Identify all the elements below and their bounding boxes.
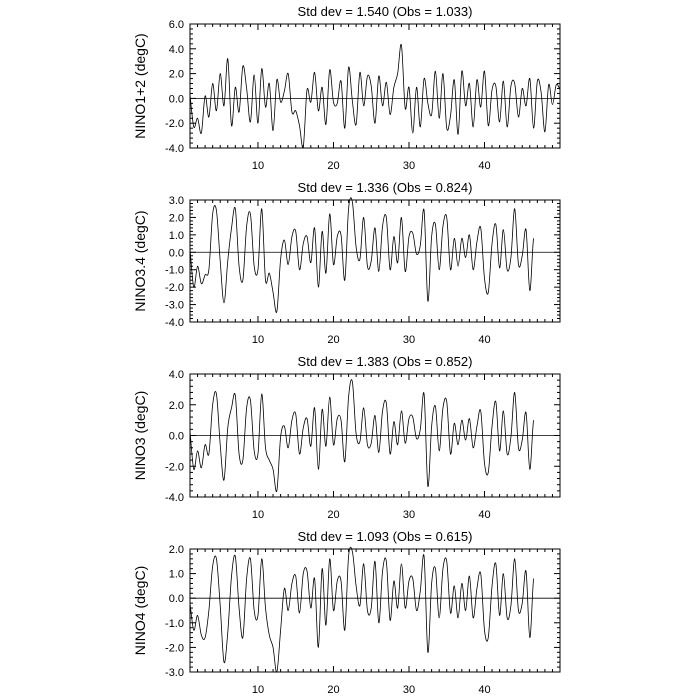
y-axis-label: NINO3 (degC) (132, 390, 148, 481)
chart-title: Std dev = 1.336 (Obs = 0.824) (297, 180, 473, 195)
y-axis-label: NINO3.4 (degC) (132, 210, 148, 312)
chart-panel-4 (132, 529, 560, 696)
x-tick-label: 30 (402, 334, 416, 346)
y-tick-label: 4.0 (168, 43, 184, 56)
chart-panel-1 (132, 4, 560, 172)
chart-panel-3 (132, 354, 560, 521)
y-tick-label: 4.0 (168, 369, 184, 381)
series-line-1 (190, 44, 560, 148)
x-tick-label: 40 (478, 334, 491, 346)
x-tick-label: 30 (402, 509, 416, 521)
chart-title: Std dev = 1.540 (Obs = 1.033) (297, 4, 473, 19)
y-tick-label: -2.0 (165, 118, 184, 131)
y-tick-label: -1.0 (165, 264, 184, 277)
x-tick-label: 40 (478, 160, 491, 172)
y-tick-label: -2.0 (165, 642, 184, 655)
y-tick-label: 0.0 (168, 247, 184, 260)
y-tick-label: 1.0 (168, 568, 184, 581)
y-tick-label: 0.0 (168, 93, 184, 106)
chart-panel-2 (132, 180, 560, 346)
y-tick-label: 1.0 (168, 229, 184, 242)
y-tick-label: 2.0 (168, 212, 184, 225)
plot-frame (190, 24, 560, 148)
x-tick-label: 20 (327, 509, 340, 521)
x-tick-label: 40 (478, 684, 491, 696)
y-tick-label: -1.0 (165, 617, 184, 630)
y-tick-label: -4.0 (165, 143, 184, 155)
y-tick-label: -4.0 (165, 492, 184, 504)
series-line-1 (190, 547, 534, 672)
y-tick-label: -2.0 (165, 282, 184, 295)
y-tick-label: 0.0 (168, 430, 184, 443)
x-tick-label: 20 (327, 334, 340, 346)
plot-frame (190, 200, 560, 322)
chart-title: Std dev = 1.093 (Obs = 0.615) (297, 529, 473, 544)
y-tick-label: -3.0 (165, 667, 184, 679)
x-tick-label: 10 (251, 509, 265, 521)
x-tick-label: 10 (251, 160, 265, 172)
y-axis-label: NINO1+2 (degC) (132, 33, 148, 139)
y-tick-label: -2.0 (165, 461, 184, 474)
series-line-1 (190, 198, 534, 313)
x-tick-label: 20 (327, 160, 340, 172)
y-tick-label: -4.0 (165, 317, 184, 329)
y-tick-label: -3.0 (165, 299, 184, 312)
x-tick-label: 30 (402, 160, 416, 172)
y-tick-label: 3.0 (168, 195, 184, 207)
x-tick-label: 10 (251, 334, 265, 346)
x-tick-label: 20 (327, 684, 340, 696)
x-tick-label: 10 (251, 684, 265, 696)
y-tick-label: 2.0 (168, 399, 184, 412)
y-tick-label: 6.0 (168, 19, 184, 31)
y-tick-label: 2.0 (168, 68, 184, 81)
y-tick-label: 0.0 (168, 593, 184, 606)
chart-title: Std dev = 1.383 (Obs = 0.852) (297, 354, 473, 369)
plot-frame (190, 549, 560, 672)
y-tick-label: 2.0 (168, 544, 184, 556)
x-tick-label: 40 (478, 509, 491, 521)
x-tick-label: 30 (402, 684, 416, 696)
y-axis-label: NINO4 (degC) (132, 565, 148, 656)
